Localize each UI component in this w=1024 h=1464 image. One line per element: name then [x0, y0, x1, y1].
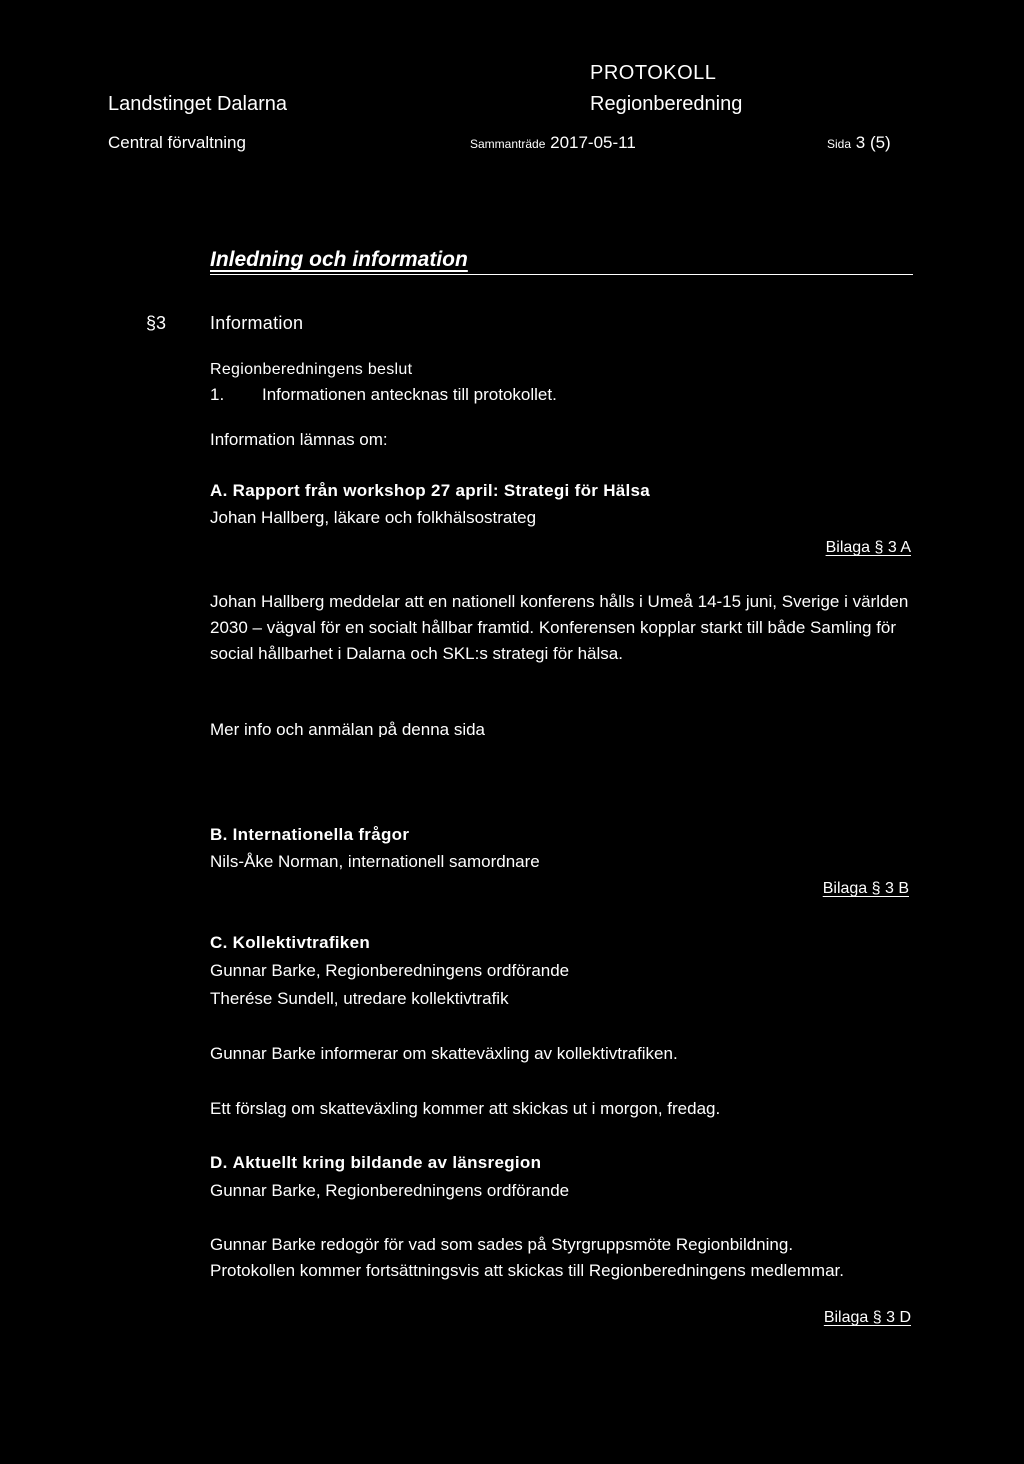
item-b-title-text: Internationella frågor	[232, 825, 410, 844]
section-heading: Inledning och information	[210, 248, 468, 271]
meeting-date	[470, 133, 636, 153]
committee-name: Regionberedning	[590, 93, 743, 115]
decision-text: Informationen antecknas till protokollet.	[262, 385, 557, 404]
item-a-presenter: Johan Hallberg, läkare och folkhälsostrateg	[210, 508, 537, 527]
info-intro: Information lämnas om:	[210, 430, 388, 449]
meeting-date-value: 2017-05-11	[550, 133, 636, 152]
item-c-presenter-1: Gunnar Barke, Regionberedningens ordförande	[210, 961, 570, 980]
item-d-text: Gunnar Barke redogör för vad som sades på Styrgruppsmöte Regionbildning. Protokollen kommer fortsättningsvis att skickas till Regionberedningens medlemmar.	[210, 1235, 844, 1280]
item-c-presenter-2: Therése Sundell, utredare kollektivtrafik	[210, 989, 509, 1008]
page-number-value: 3 (5)	[855, 133, 891, 152]
section-divider	[210, 274, 913, 275]
item-c-title-text: Kollektivtrafiken	[232, 933, 371, 952]
document-type: PROTOKOLL	[590, 62, 717, 84]
unit-name: Central förvaltning	[108, 133, 246, 152]
item-c-letter: C.	[210, 933, 228, 952]
organization-name: Landstinget Dalarna	[108, 93, 288, 115]
item-d-letter: D.	[210, 1153, 228, 1172]
item-b-title	[210, 822, 913, 848]
item-c-text-2: Ett förslag om skatteväxling kommer att skickas ut i morgon, fredag.	[210, 1099, 721, 1118]
item-a-title	[210, 478, 913, 504]
page-label: Sida	[827, 137, 852, 151]
item-b-letter: B.	[210, 825, 228, 844]
item-d-presenter: Gunnar Barke, Regionberedningens ordförande	[210, 1181, 570, 1200]
item-a-attachment-link[interactable]: Bilaga § 3 A	[825, 539, 911, 556]
decision-heading: Regionberedningens beslut	[210, 361, 413, 378]
item-a-faded-text: Mer info och anmälan på denna sida	[210, 720, 486, 737]
decision-number: 1.	[210, 385, 225, 404]
item-a-letter: A.	[210, 481, 228, 500]
item-d-attachment-link[interactable]: Bilaga § 3 D	[823, 1309, 911, 1326]
item-c-title	[210, 930, 913, 956]
page-number	[827, 133, 891, 153]
item-d-title	[210, 1150, 913, 1176]
decision-item	[210, 382, 913, 408]
meeting-label: Sammanträde	[470, 137, 546, 151]
item-c-text-1: Gunnar Barke informerar om skatteväxling av kollektivtrafiken.	[210, 1044, 678, 1063]
item-d-title-text: Aktuellt kring bildande av länsregion	[232, 1153, 542, 1172]
item-b-attachment-link[interactable]: Bilaga § 3 B	[822, 880, 909, 897]
item-a-text: Johan Hallberg meddelar att en nationell konferens hålls i Umeå 14-15 juni, Sverige i världen 2030 – vägval för en socialt hållbar framtid. Konferensen kopplar starkt till både Samling för social hållbarhet i Dalarna och SKL:s strategi för hälsa.	[210, 592, 909, 663]
item-a-title-text: Rapport från workshop 27 april: Strategi för Hälsa	[232, 481, 651, 500]
item-b-presenter: Nils-Åke Norman, internationell samordnare	[210, 852, 540, 871]
paragraph-number: §3	[146, 313, 167, 333]
paragraph-title: Information	[210, 313, 304, 333]
